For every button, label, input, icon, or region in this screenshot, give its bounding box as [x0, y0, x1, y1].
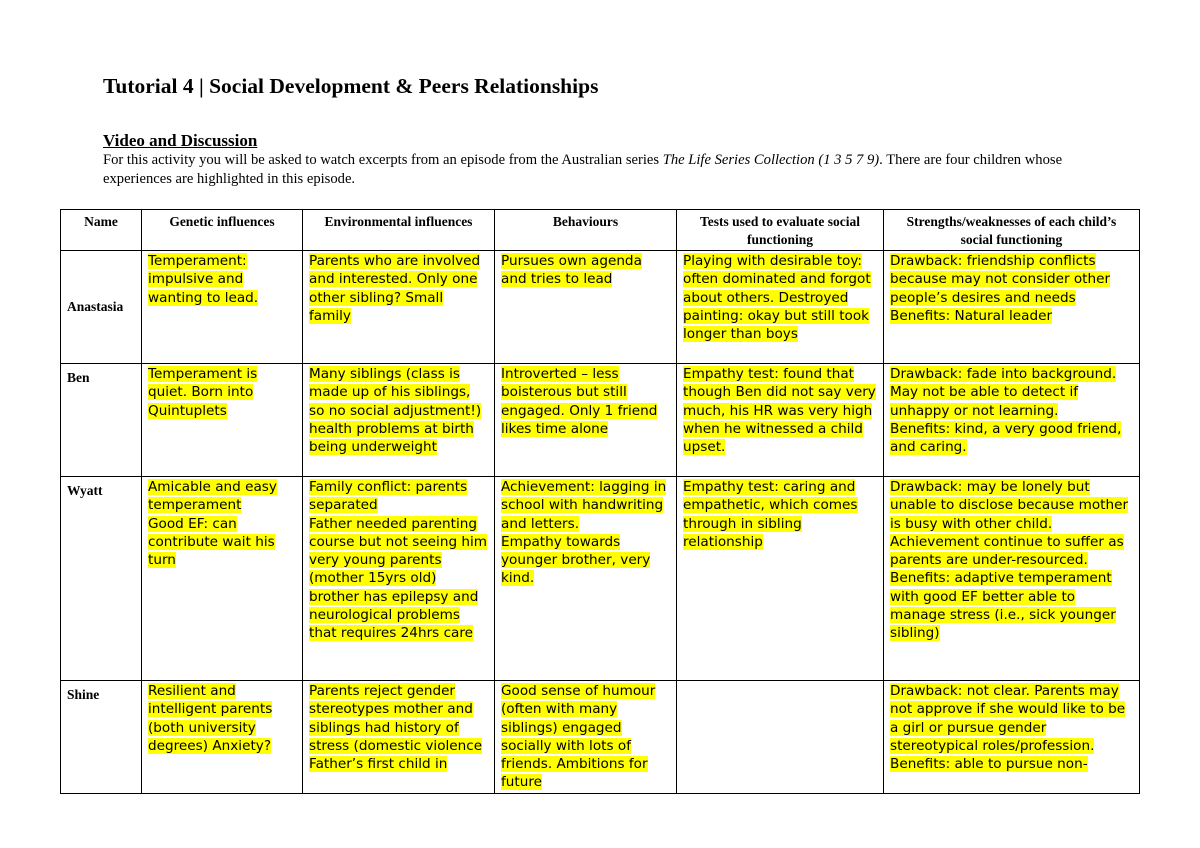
- tests-cell: [677, 477, 884, 681]
- intro-text-after: . There are four children whose experiences are highlighted in this episode.: [103, 152, 1063, 187]
- strengths-cell: [884, 364, 1140, 477]
- intro-text-before: For this activity you will be asked to watch excerpts from an episode from the Australian series: [103, 152, 663, 168]
- environmental-text: Family conflict: parents separated Father needed parenting course but not seeing him very young parents (mother 15yrs old) brother has epilepsy and neurological problems that requires 24hrs care: [309, 479, 488, 642]
- child-name: Anastasia: [61, 251, 142, 364]
- environmental-cell: [303, 477, 495, 681]
- environmental-cell: [303, 364, 495, 477]
- environmental-text: Parents who are involved and interested. Only one other sibling? Small family: [309, 253, 481, 324]
- behaviours-text: Pursues own agenda and tries to lead: [501, 253, 642, 288]
- header-strengths: Strengths/weaknesses of each child’s social functioning: [884, 210, 1140, 251]
- child-name: Ben: [61, 364, 142, 477]
- genetic-text: Amicable and easy temperament Good EF: can contribute wait his turn: [148, 479, 277, 569]
- header-tests: Tests used to evaluate social functioning: [677, 210, 884, 251]
- behaviours-cell: [495, 364, 677, 477]
- strengths-text: Drawback: fade into background. May not be able to detect if unhappy or not learning. Benefits: kind, a very good friend, and caring.: [890, 366, 1122, 456]
- behaviours-text: Achievement: lagging in school with handwriting and letters. Empathy towards younger brother, very kind.: [501, 479, 667, 587]
- strengths-cell: [884, 681, 1140, 794]
- behaviours-cell: [495, 251, 677, 364]
- environmental-text: Many siblings (class is made up of his siblings, so no social adjustment!) health problems at birth being underweight: [309, 366, 482, 456]
- tests-cell: [677, 251, 884, 364]
- child-name: Shine: [61, 681, 142, 794]
- genetic-cell: [142, 477, 303, 681]
- header-environmental: Environmental influences: [303, 210, 495, 251]
- strengths-cell: [884, 251, 1140, 364]
- tests-text: Empathy test: caring and empathetic, which comes through in sibling relationship: [683, 479, 858, 550]
- environmental-cell: [303, 681, 495, 794]
- tests-cell: [677, 364, 884, 477]
- genetic-cell: [142, 364, 303, 477]
- genetic-cell: [142, 251, 303, 364]
- strengths-text: Drawback: may be lonely but unable to disclose because mother is busy with other child. Achievement continue to suffer as parents are under-resourced. Benefits: adaptive temperament with good EF better able to manage stress (i.e., sick younger sibling): [890, 479, 1129, 642]
- child-name: Wyatt: [61, 477, 142, 681]
- environmental-cell: [303, 251, 495, 364]
- table-row: [61, 364, 1140, 477]
- behaviours-cell: [495, 681, 677, 794]
- genetic-text: Resilient and intelligent parents (both university degrees) Anxiety?: [148, 683, 273, 754]
- header-name: Name: [61, 210, 142, 251]
- strengths-cell: [884, 477, 1140, 681]
- table-row: [61, 251, 1140, 364]
- behaviours-text: Good sense of humour (often with many siblings) engaged socially with lots of friends. Ambitions for future: [501, 683, 656, 791]
- tests-text: Empathy test: found that though Ben did not say very much, his HR was very high when he witnessed a child upset.: [683, 366, 876, 456]
- children-table: [60, 209, 1140, 794]
- page-title: Tutorial 4 | Social Development & Peers Relationships: [103, 74, 599, 98]
- section-heading: Video and Discussion: [103, 131, 258, 150]
- tests-text: Playing with desirable toy: often dominated and forgot about others. Destroyed painting: okay but still took longer than boys: [683, 253, 871, 343]
- genetic-text: Temperament is quiet. Born into Quintuplets: [148, 366, 258, 419]
- table-row: [61, 681, 1140, 794]
- intro-series-title: The Life Series Collection (1 3 5 7 9): [662, 152, 880, 168]
- genetic-text: Temperament: impulsive and wanting to lead.: [148, 253, 259, 306]
- strengths-text: Drawback: not clear. Parents may not approve if she would like to be a girl or pursue gender stereotypical roles/profession. Benefits: able to pursue non-: [890, 683, 1126, 773]
- tests-cell: [677, 681, 884, 794]
- header-behaviours: Behaviours: [495, 210, 677, 251]
- strengths-text: Drawback: friendship conflicts because may not consider other people’s desires and needs Benefits: Natural leader: [890, 253, 1111, 324]
- genetic-cell: [142, 681, 303, 794]
- table-row: [61, 477, 1140, 681]
- behaviours-cell: [495, 477, 677, 681]
- behaviours-text: Introverted – less boisterous but still engaged. Only 1 friend likes time alone: [501, 366, 658, 437]
- environmental-text: Parents reject gender stereotypes mother and siblings had history of stress (domestic violence Father’s first child in: [309, 683, 483, 773]
- table-header-row: [61, 210, 1140, 251]
- header-genetic: Genetic influences: [142, 210, 303, 251]
- intro-paragraph: [103, 151, 1103, 189]
